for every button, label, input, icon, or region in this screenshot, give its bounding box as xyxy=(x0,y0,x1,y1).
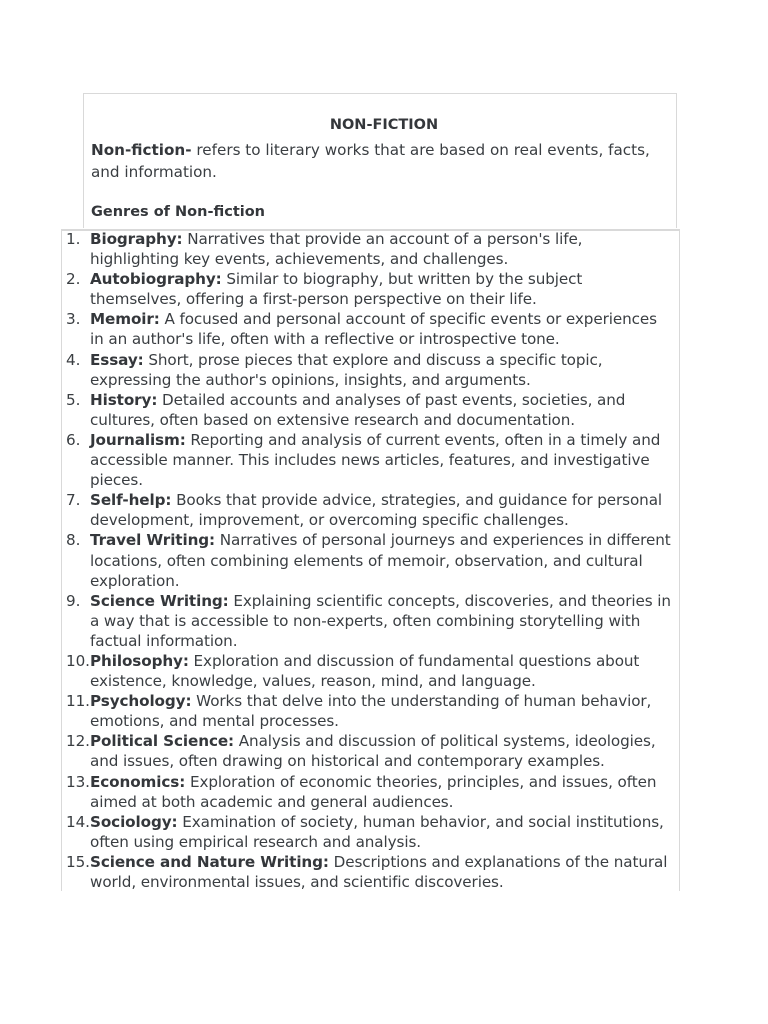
genre-name: Essay: xyxy=(90,350,144,369)
definition-text: refers to literary works that are based on real events, facts, and information. xyxy=(91,141,650,181)
genre-name: Self-help: xyxy=(90,491,172,510)
genre-name: Economics: xyxy=(90,772,186,791)
genre-item-travel-writing xyxy=(0,530,680,590)
genre-description: Examination of society, human behavior, and social institutions, often using empirical research and analysis. xyxy=(90,812,664,851)
genre-number: 10. xyxy=(66,651,90,670)
genre-name: Biography: xyxy=(90,230,183,248)
genre-number: 1. xyxy=(66,230,81,248)
genre-description: Exploration and discussion of fundamental questions about existence, knowledge, values, reason, mind, and language. xyxy=(90,651,640,691)
genre-description: Exploration of economic theories, principles, and issues, often aimed at both academic and general audiences. xyxy=(90,772,657,811)
genre-description: Analysis and discussion of political systems, ideologies, and issues, often drawing on historical and contemporary examples. xyxy=(90,732,656,771)
genre-name: Political Science: xyxy=(90,732,235,751)
genre-number: 3. xyxy=(66,310,81,329)
genre-description: Works that delve into the understanding of human behavior, emotions, and mental processes. xyxy=(90,692,652,731)
page-title: NON-FICTION xyxy=(329,117,439,133)
genre-description: Detailed accounts and analyses of past events, societies, and cultures, often based on extensive research and documentation. xyxy=(90,390,626,429)
genre-number: 12. xyxy=(66,732,90,751)
genre-item-biography xyxy=(0,229,680,269)
genre-list xyxy=(0,229,680,892)
genre-item-self-help xyxy=(0,490,680,530)
genre-number: 13. xyxy=(66,772,90,791)
genre-name: Science and Nature Writing: xyxy=(90,852,329,871)
genre-number: 9. xyxy=(66,591,81,610)
genre-description: Descriptions and explanations of the natural world, environmental issues, and scientific discoveries. xyxy=(90,852,668,891)
genre-item-essay xyxy=(0,350,680,390)
genre-number: 14. xyxy=(66,812,90,831)
genre-description: Narratives that provide an account of a person's life, highlighting key events, achievements, and challenges. xyxy=(90,230,583,269)
genre-item-history xyxy=(0,390,680,430)
genre-number: 4. xyxy=(66,350,81,369)
genre-name: Sociology: xyxy=(90,812,178,831)
genre-item-economics xyxy=(0,772,680,812)
genre-name: Autobiography: xyxy=(90,270,222,289)
genre-item-sociology xyxy=(0,812,680,852)
genre-description: Explaining scientific concepts, discoveries, and theories in a way that is accessible to non-experts, often combining storytelling with factual information. xyxy=(90,591,671,650)
genre-number: 15. xyxy=(66,852,90,871)
genre-name: Travel Writing: xyxy=(90,531,216,550)
genre-item-political-science xyxy=(0,731,680,771)
genre-description: Books that provide advice, strategies, and guidance for personal development, improvement, or overcoming specific challenges. xyxy=(90,491,663,530)
genre-description: Reporting and analysis of current events, often in a timely and accessible manner. This includes news articles, features, and investigative pieces. xyxy=(90,430,661,490)
genre-item-science-and-nature-writing xyxy=(0,852,680,892)
definition-term: Non-fiction- xyxy=(91,141,192,159)
genre-name: Philosophy: xyxy=(90,651,189,670)
genre-number: 11. xyxy=(66,692,90,711)
genre-item-philosophy xyxy=(0,651,680,691)
genre-name: Journalism: xyxy=(90,430,186,449)
genre-number: 6. xyxy=(66,430,81,449)
genre-item-journalism xyxy=(0,430,680,490)
genre-number: 5. xyxy=(66,390,81,409)
genre-item-autobiography xyxy=(0,269,680,309)
genre-number: 7. xyxy=(66,491,81,510)
genre-name: Memoir: xyxy=(90,310,160,329)
genre-number: 2. xyxy=(66,270,81,289)
genre-item-psychology xyxy=(0,691,680,731)
genre-name: History: xyxy=(90,390,158,409)
genre-item-science-writing xyxy=(0,591,680,651)
genre-item-memoir xyxy=(0,309,680,349)
genre-name: Psychology: xyxy=(90,692,192,711)
genre-description: Narratives of personal journeys and experiences in different locations, often combining elements of memoir, observation, and cultural exploration. xyxy=(90,531,671,590)
genre-description: Short, prose pieces that explore and discuss a specific topic, expressing the author's opinions, insights, and arguments. xyxy=(90,350,603,389)
definition-paragraph xyxy=(91,139,673,183)
genre-number: 8. xyxy=(66,531,81,550)
genre-description: A focused and personal account of specific events or experiences in an author's life, often with a reflective or introspective tone. xyxy=(90,310,657,349)
genre-description: Similar to biography, but written by the subject themselves, offering a first-person perspective on their life. xyxy=(90,270,583,309)
genres-heading: Genres of Non-fiction xyxy=(91,204,266,220)
genre-name: Science Writing: xyxy=(90,591,229,610)
